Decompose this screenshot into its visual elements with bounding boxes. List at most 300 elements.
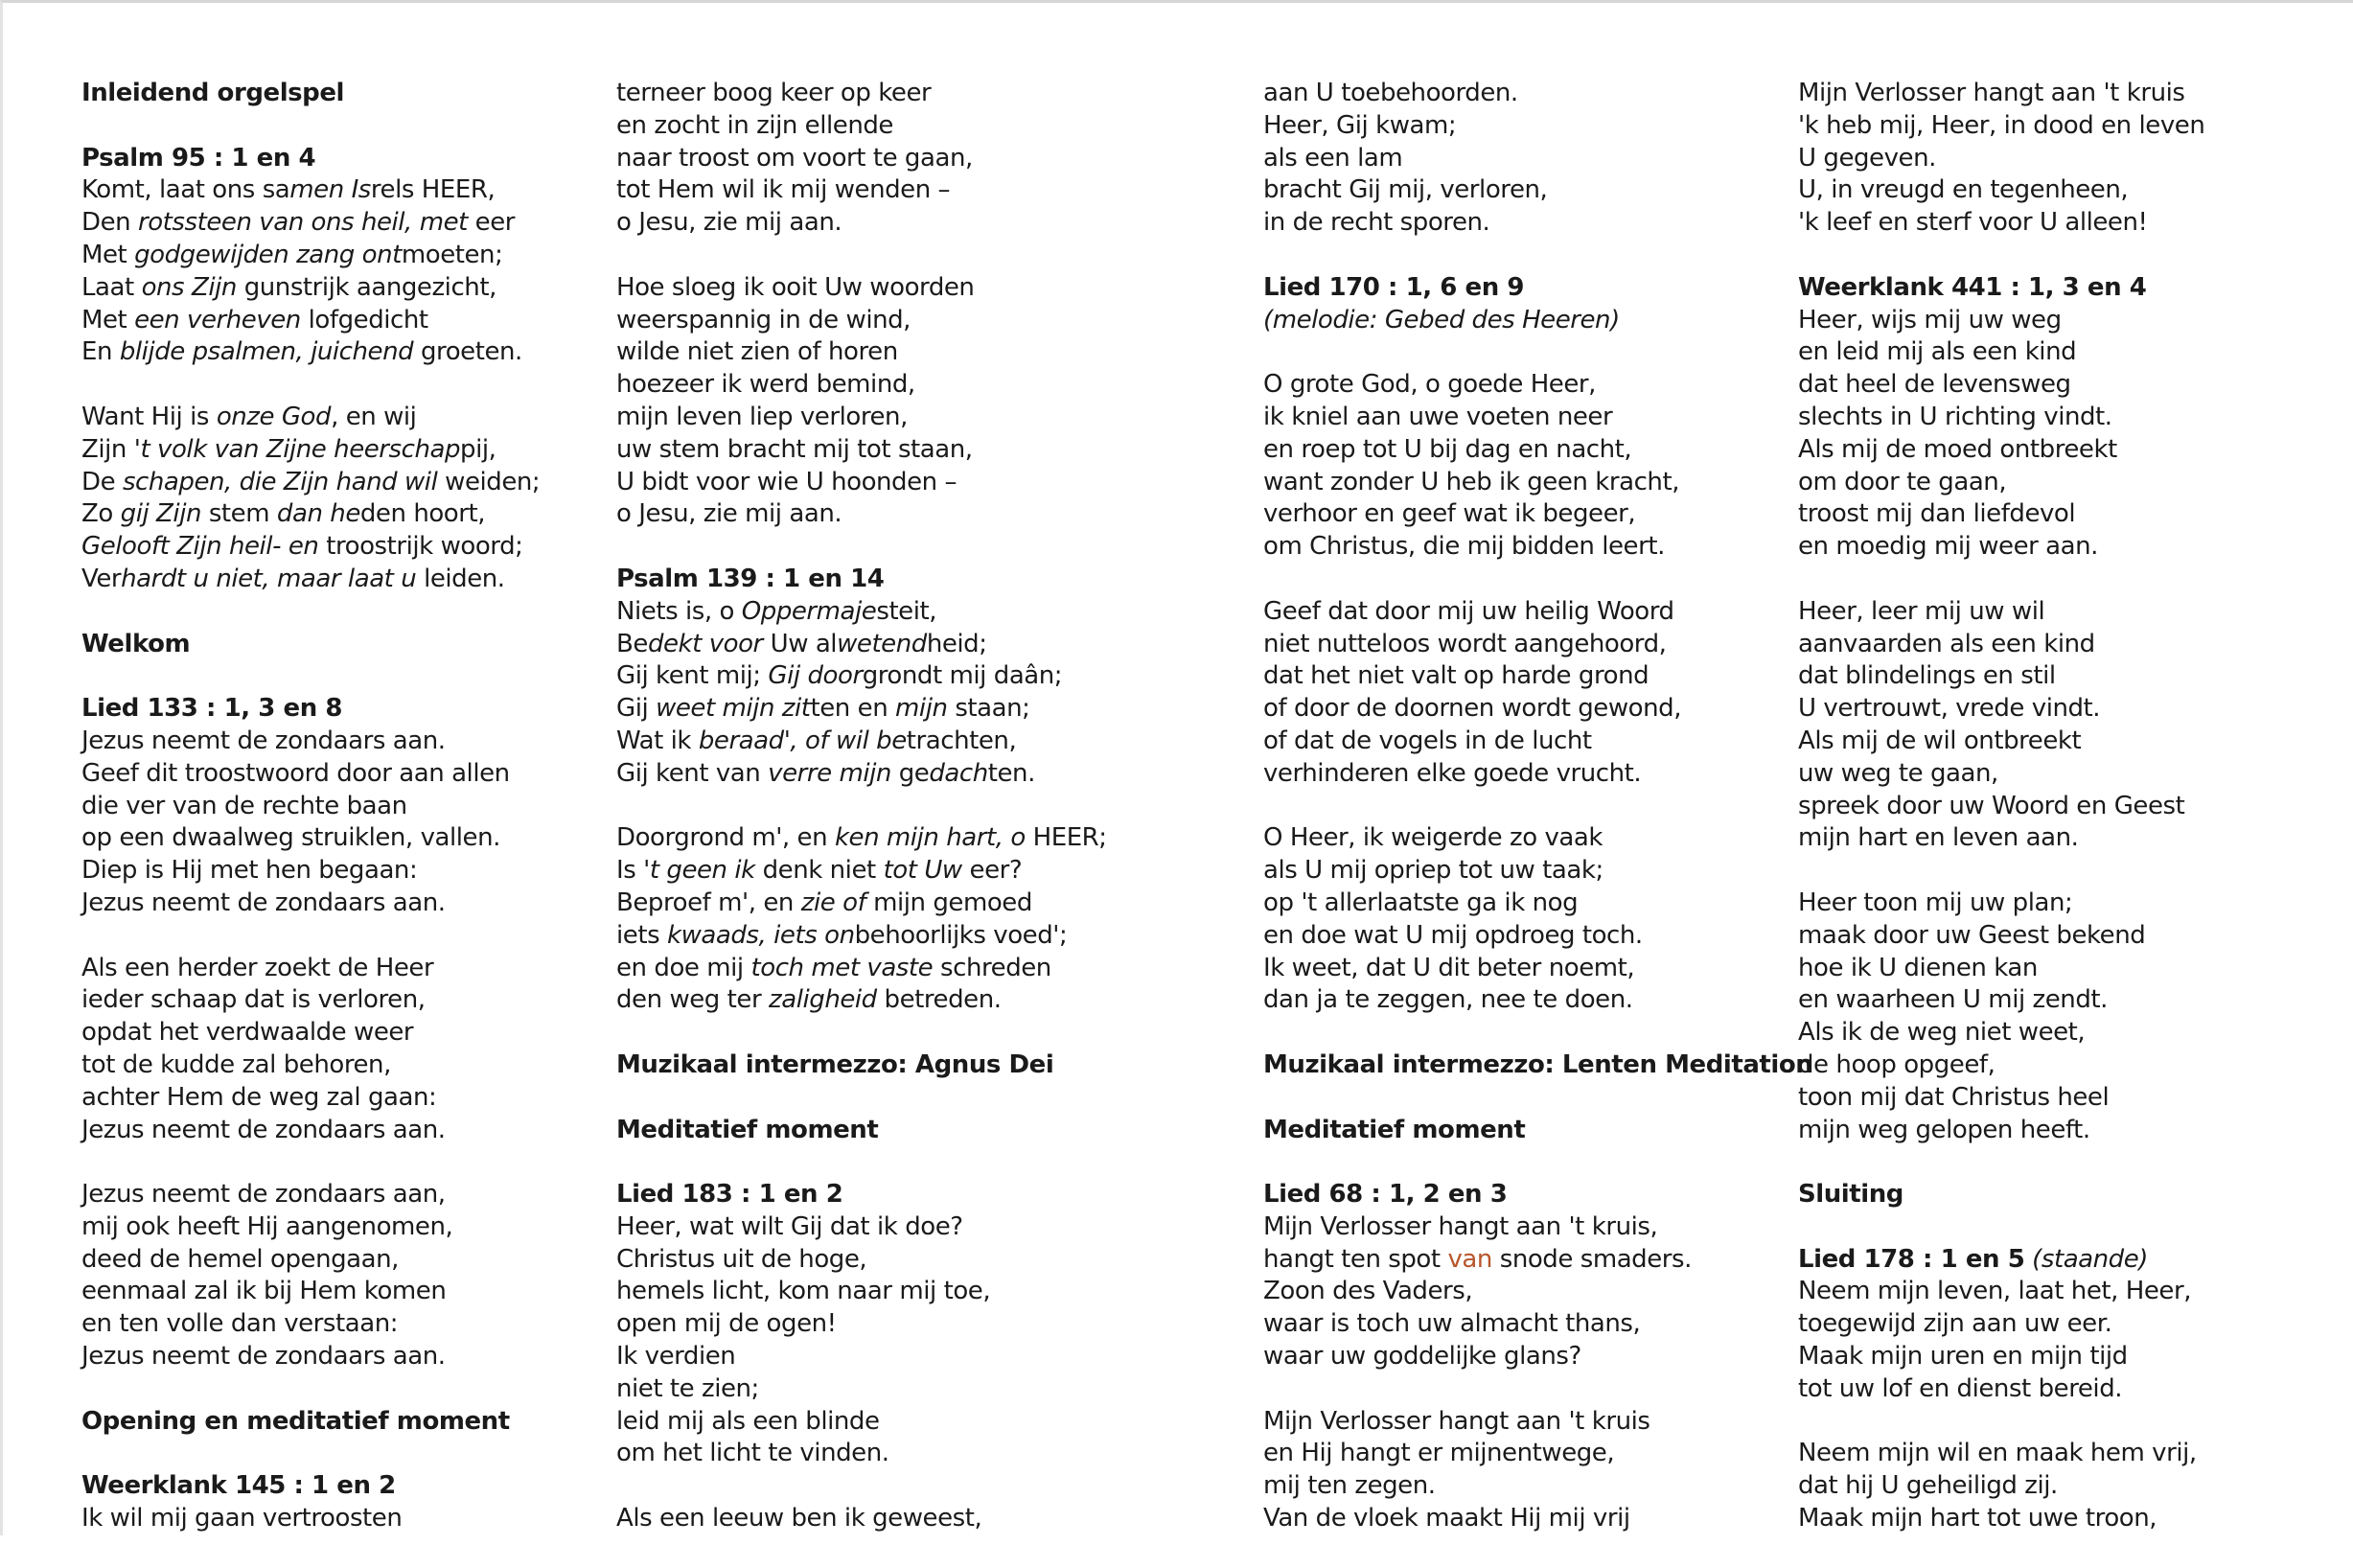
- heading-block: [616, 1049, 1107, 1082]
- lyric-line: [1798, 531, 2204, 564]
- lyric-text: Geef dit troostwoord door aan allen: [81, 758, 510, 788]
- lyric-line: [616, 1244, 1107, 1277]
- lyric-line: [1263, 1211, 1812, 1244]
- lyric-line: [1798, 920, 2204, 953]
- lyric-line: [1263, 369, 1812, 402]
- lyric-text: U vertrouwt, vrede vindt.: [1798, 694, 2101, 724]
- lyric-text: Met: [81, 305, 135, 334]
- lyric-line: [1263, 693, 1812, 726]
- lyric-line: [1798, 693, 2204, 726]
- lyric-line: [1798, 596, 2204, 629]
- lyric-line: [616, 336, 1107, 369]
- lyric-text: niet nutteloos wordt aangehoord,: [1263, 629, 1667, 658]
- song-title-text: Weerklank 145 : 1 en 2: [81, 1471, 396, 1501]
- lyric-text: spreek door uw Woord en Geest: [1798, 791, 2185, 820]
- lyric-line: [616, 467, 1107, 499]
- lyric-text: hemels licht, kom naar mij toe,: [616, 1277, 991, 1306]
- lyric-emphasis: Oppermaje: [741, 596, 877, 626]
- lyric-text: mijn weg gelopen heeft.: [1798, 1115, 2090, 1144]
- lyric-text: Als mij de wil ontbreekt: [1798, 726, 2082, 755]
- song-title: [1798, 1244, 2204, 1277]
- lyric-line: [81, 1179, 540, 1211]
- lyric-line: [81, 498, 540, 531]
- song-block: [1263, 1179, 1812, 1373]
- lyric-line: [616, 434, 1107, 467]
- lyric-line: [81, 888, 540, 920]
- lyric-text: rels HEER,: [370, 175, 496, 205]
- lyric-text: Hoe sloeg ik ooit Uw woorden: [616, 272, 975, 302]
- lyric-line: [81, 564, 540, 596]
- lyric-line: [81, 1503, 540, 1535]
- lyric-line: [616, 1438, 1107, 1470]
- lyric-line: [1263, 726, 1812, 758]
- lyric-emphasis: wetend: [837, 629, 927, 658]
- section-heading: Sluiting: [1798, 1180, 1903, 1210]
- lyric-line: [1798, 1341, 2204, 1373]
- lyric-text: bracht Gij mij, verloren,: [1263, 175, 1548, 205]
- lyric-text: terneer boog keer op keer: [616, 79, 932, 107]
- lyric-text: en moedig mij weer aan.: [1798, 532, 2098, 562]
- song-block: [1798, 1244, 2204, 1406]
- lyric-line: [1798, 402, 2204, 434]
- lyric-line: [616, 1276, 1107, 1308]
- lyric-text: en doe wat U mij opdroeg toch.: [1263, 920, 1643, 950]
- lyric-text: grondt mij daân;: [862, 661, 1063, 691]
- song-block: [81, 1470, 540, 1535]
- verse-block: [616, 78, 1107, 240]
- lyric-line: [616, 78, 1107, 110]
- lyric-line: [616, 920, 1107, 953]
- lyric-line: [1798, 78, 2204, 110]
- verse-block: [1798, 596, 2204, 855]
- lyric-text: open mij de ogen!: [616, 1309, 837, 1339]
- lyric-line: [81, 726, 540, 758]
- verse-block: [1798, 1438, 2204, 1534]
- lyric-line: [81, 1049, 540, 1082]
- lyric-text: waar is toch uw almacht thans,: [1263, 1309, 1641, 1339]
- lyric-line: [1798, 498, 2204, 531]
- lyric-text: Van de vloek maakt Hij mij vrij: [1263, 1504, 1630, 1533]
- heading-block: [81, 1406, 540, 1439]
- lyric-text: achter Hem de weg zal gaan:: [81, 1082, 437, 1112]
- lyric-emphasis: ons Zijn: [141, 272, 237, 302]
- lyric-line: [616, 1373, 1107, 1406]
- song-title: [81, 693, 540, 726]
- lyric-text: Ver: [81, 564, 122, 593]
- section-heading: Inleidend orgelspel: [81, 79, 344, 107]
- song-title-text: Psalm 95 : 1 en 4: [81, 143, 316, 173]
- lyric-text: O grote God, o goede Heer,: [1263, 370, 1596, 400]
- lyric-line: [1263, 920, 1812, 953]
- lyric-emphasis: dach: [929, 758, 988, 788]
- lyric-line: [1798, 1373, 2204, 1406]
- lyric-line: [1798, 336, 2204, 369]
- lyric-line: [1798, 791, 2204, 823]
- lyric-line: [616, 953, 1107, 985]
- lyric-text: behoorlijks: [854, 920, 986, 950]
- lyric-text: Maak mijn hart tot uwe troon,: [1798, 1504, 2157, 1533]
- lyric-text: Ik verdien: [616, 1342, 736, 1372]
- lyric-line: [1263, 984, 1812, 1017]
- lyric-line: [1263, 1341, 1812, 1373]
- song-title: [616, 1179, 1107, 1211]
- lyric-text: hoezeer ik werd bemind,: [616, 370, 915, 400]
- lyric-text: steit,: [876, 596, 937, 626]
- lyric-text: dat het niet valt op harde grond: [1263, 661, 1649, 691]
- lyric-text: denk niet: [754, 856, 884, 886]
- heading-block: [1263, 1115, 1812, 1147]
- lyric-text: Mijn Verlosser hangt aan 't kruis: [1798, 79, 2185, 107]
- lyric-line: [1263, 1470, 1812, 1503]
- lyric-text: aanvaarden als een kind: [1798, 629, 2095, 658]
- lyric-text: O Heer, ik weigerde zo vaak: [1263, 823, 1603, 853]
- lyric-emphasis: godgewijden zang ont: [134, 240, 402, 269]
- lyric-text: hangt ten spot: [1263, 1244, 1448, 1274]
- lyric-line: [81, 207, 540, 240]
- song-title-text: Lied 178 : 1 en 5: [1798, 1244, 2025, 1274]
- lyric-text: Is: [616, 856, 644, 886]
- lyric-line: [616, 726, 1107, 758]
- lyric-emphasis: hardt u niet, maar laat u: [121, 564, 417, 593]
- lyric-line: [1798, 758, 2204, 791]
- verse-block: [1798, 888, 2204, 1146]
- lyric-text: den hoort,: [359, 499, 486, 529]
- lyric-line: [81, 467, 540, 499]
- column-1: [81, 78, 540, 1568]
- section-heading: Muzikaal intermezzo: Agnus Dei: [616, 1049, 1054, 1079]
- lyric-text: Komt, laat ons sa: [81, 175, 290, 205]
- lyric-line: [81, 984, 540, 1017]
- lyric-line: [81, 791, 540, 823]
- lyric-line: [81, 855, 540, 888]
- lyric-line: [616, 1308, 1107, 1341]
- lyric-line: [81, 174, 540, 207]
- song-title-text: Lied 133 : 1, 3 en 8: [81, 694, 342, 724]
- lyric-emphasis: Gij door: [768, 661, 863, 691]
- lyric-text: deed de hemel opengaan,: [81, 1244, 399, 1274]
- lyric-text: heid;: [926, 629, 987, 658]
- lyric-text: Den: [81, 208, 138, 238]
- lyric-text: ten en: [810, 694, 896, 724]
- lyric-text: Be: [616, 629, 648, 658]
- lyric-text: Ik weet, dat U dit beter noemt,: [1263, 953, 1635, 982]
- lyric-emphasis: een verheven: [134, 305, 301, 334]
- lyric-line: [616, 305, 1107, 337]
- lyric-line: [616, 207, 1107, 240]
- lyric-text: toegewijd zijn aan uw eer.: [1798, 1309, 2112, 1339]
- song-title-text: Psalm 139 : 1 en 14: [616, 564, 885, 593]
- song-block: [81, 143, 540, 370]
- lyric-text: Jezus neemt de zondaars aan,: [81, 1180, 446, 1210]
- lyric-text: maak door uw Geest bekend: [1798, 920, 2146, 950]
- lyric-text: weiden;: [437, 467, 541, 496]
- lyric-text: Jezus neemt de zondaars aan.: [81, 1115, 446, 1144]
- lyric-line: [81, 822, 540, 855]
- lyric-text: leiden.: [416, 564, 505, 593]
- lyric-line: [1263, 596, 1812, 629]
- verse-block: [1263, 596, 1812, 791]
- lyric-line: [1263, 174, 1812, 207]
- lyric-line: [81, 1276, 540, 1308]
- verse-block: [1263, 369, 1812, 564]
- lyric-text: in de recht sporen.: [1263, 208, 1490, 238]
- lyric-text: lofgedicht: [300, 305, 428, 334]
- lyric-line: [616, 402, 1107, 434]
- section-heading: Meditatief moment: [1263, 1115, 1526, 1144]
- lyric-emphasis: dan he: [276, 499, 360, 529]
- lyric-line: [1263, 1406, 1812, 1439]
- lyric-text: die ver van de rechte baan: [81, 791, 407, 820]
- lyric-text: Doorgrond m', en: [616, 823, 835, 853]
- verse-block: [616, 272, 1107, 531]
- lyric-text: en zocht in zijn ellende: [616, 110, 893, 140]
- verse-block: [1263, 1406, 1812, 1535]
- lyric-line: [616, 984, 1107, 1017]
- lyric-text: mijn gemoed: [865, 888, 1032, 917]
- lyric-text: slechts in U richting vindt.: [1798, 402, 2112, 431]
- lyric-line: [616, 143, 1107, 175]
- lyric-text: Heer, Gij kwam;: [1263, 110, 1457, 140]
- verse-block: [81, 1179, 540, 1373]
- lyric-line: [1798, 1276, 2204, 1308]
- lyric-text: naar troost om voort te gaan,: [616, 143, 973, 173]
- lyric-text: voed';: [985, 920, 1068, 950]
- lyric-line: [1798, 888, 2204, 920]
- lyric-line: [81, 1082, 540, 1115]
- lyric-emphasis: schapen, die Zijn hand wil: [122, 467, 438, 496]
- lyric-text: ten.: [987, 758, 1035, 788]
- lyric-line: [1263, 434, 1812, 467]
- lyric-line: [1263, 1503, 1812, 1535]
- lyric-text: uw stem bracht mij tot staan,: [616, 434, 973, 464]
- lyric-emphasis: blijde psalmen, juichend: [119, 337, 414, 367]
- lyric-text: en ten volle dan verstaan:: [81, 1309, 399, 1339]
- lyric-line: [616, 174, 1107, 207]
- lyric-text: mij ook heeft Hij aangenomen,: [81, 1211, 453, 1241]
- heading-block: [616, 1115, 1107, 1147]
- lyric-text: hoe ik U dienen kan: [1798, 953, 2038, 982]
- lyric-text: tot de kudde zal behoren,: [81, 1049, 391, 1079]
- song-title: [81, 1470, 540, 1503]
- lyric-line: [1798, 434, 2204, 467]
- lyric-line: [81, 531, 540, 564]
- lyric-line: [1798, 1049, 2204, 1082]
- lyric-text: Heer toon mij uw plan;: [1798, 888, 2073, 917]
- lyric-text: verhinderen elke goede vrucht.: [1263, 758, 1642, 788]
- lyric-emphasis: beraad', of wil be: [698, 726, 907, 755]
- lyric-text: niet te zien;: [616, 1373, 759, 1403]
- heading-block: [1798, 1179, 2204, 1211]
- song-title-text: Lied 68 : 1, 2 en 3: [1263, 1180, 1508, 1210]
- lyric-line: [1263, 143, 1812, 175]
- song-title-text: Lied 170 : 1, 6 en 9: [1263, 272, 1524, 302]
- lyric-line: [1263, 1308, 1812, 1341]
- lyric-text: Laat: [81, 272, 142, 302]
- song-block: [1263, 272, 1812, 337]
- column-2: [616, 78, 1107, 1568]
- section-heading: Welkom: [81, 629, 191, 658]
- lyric-emphasis: 't volk van Zijne heerschap: [133, 434, 461, 464]
- lyric-line: [81, 953, 540, 985]
- lyric-line: [81, 272, 540, 305]
- lyric-line: [616, 110, 1107, 143]
- lyric-line: [1798, 305, 2204, 337]
- lyric-text: Beproef m', en: [616, 888, 801, 917]
- lyric-line: [1798, 174, 2204, 207]
- column-4: [1798, 78, 2204, 1568]
- lyric-text: Ik wil mij gaan vertroosten: [81, 1504, 403, 1533]
- lyric-emphasis: onze God: [216, 402, 332, 431]
- lyric-line: [616, 822, 1107, 855]
- lyric-line: [81, 336, 540, 369]
- lyric-text: Uw al: [762, 629, 838, 658]
- lyric-text: tot uw lof en dienst bereid.: [1798, 1373, 2123, 1403]
- lyric-text: Maak mijn uren en mijn tijd: [1798, 1342, 2128, 1372]
- lyric-text: Als een herder zoekt de Heer: [81, 953, 434, 982]
- lyric-text: schreden: [933, 953, 1051, 982]
- lyric-line: [1263, 953, 1812, 985]
- lyric-line: [1798, 1082, 2204, 1115]
- lyric-text: de hoop opgeef,: [1798, 1049, 1995, 1079]
- song-block: [616, 564, 1107, 791]
- lyric-text: Gij kent mij;: [616, 661, 769, 691]
- song-title: [616, 564, 1107, 596]
- lyric-text: U gegeven.: [1798, 143, 1936, 173]
- lyric-text: Geef dat door mij uw heilig Woord: [1263, 596, 1674, 626]
- song-title-text: Weerklank 441 : 1, 3 en 4: [1798, 272, 2147, 302]
- lyric-line: [1798, 467, 2204, 499]
- lyric-text: om Christus, die mij bidden leert.: [1263, 532, 1665, 562]
- lyric-line: [81, 758, 540, 791]
- lyric-line: [1798, 207, 2204, 240]
- lyric-line: [81, 1308, 540, 1341]
- lyric-line: [81, 434, 540, 467]
- lyric-text: Heer, wijs mij uw weg: [1798, 305, 2062, 334]
- lyric-line: [616, 498, 1107, 531]
- lyric-line: [616, 272, 1107, 305]
- song-title: [81, 143, 540, 175]
- lyric-emphasis: verre mijn: [768, 758, 891, 788]
- lyric-text: Als een leeuw ben ik geweest,: [616, 1504, 982, 1533]
- lyric-text: troostrijk woord;: [318, 532, 523, 562]
- lyric-line: [1263, 855, 1812, 888]
- song-block: [616, 1179, 1107, 1470]
- lyric-text: trachten,: [906, 726, 1017, 755]
- lyric-text: Heer, leer mij uw wil: [1798, 596, 2045, 626]
- lyric-text: gunstrijk aangezicht,: [236, 272, 496, 302]
- section-heading: Meditatief moment: [616, 1115, 879, 1144]
- lyric-text: Diep is Hij met hen begaan:: [81, 856, 418, 886]
- lyric-text: aan U toebehoorden.: [1263, 79, 1518, 107]
- lyric-text: eer: [467, 208, 516, 238]
- lyric-line: [616, 629, 1107, 661]
- lyric-line: [1798, 660, 2204, 693]
- lyric-line: [1798, 110, 2204, 143]
- lyric-line: [1798, 1438, 2204, 1470]
- lyric-emphasis: tot Uw: [883, 856, 962, 886]
- lyric-text: Neem mijn leven, laat het, Heer,: [1798, 1277, 2192, 1306]
- lyric-text: HEER;: [1025, 823, 1107, 853]
- lyric-text: stem: [201, 499, 277, 529]
- lyric-line: [1263, 78, 1812, 110]
- lyric-text: pij,: [460, 434, 496, 464]
- lyric-line: [616, 1406, 1107, 1439]
- lyric-text: moeten;: [401, 240, 503, 269]
- lyric-text: verhoor en geef wat ik begeer,: [1263, 499, 1636, 529]
- lyric-line: [1798, 1115, 2204, 1147]
- lyric-text: den weg ter: [616, 985, 770, 1015]
- lyric-line: [1798, 953, 2204, 985]
- lyric-text: o Jesu, zie mij aan.: [616, 208, 842, 238]
- lyric-text: en Hij hangt er mijnentwege,: [1263, 1439, 1615, 1468]
- lyric-text: dat blindelings en stil: [1798, 661, 2056, 691]
- song-title-note: (staande): [2024, 1244, 2148, 1274]
- lyric-line: [1263, 629, 1812, 661]
- column-3: [1263, 78, 1812, 1568]
- lyric-text: want zonder U heb ik geen kracht,: [1263, 467, 1680, 496]
- lyric-text: Wat ik: [616, 726, 699, 755]
- lyric-line: [1263, 1276, 1812, 1308]
- lyric-line: [1798, 1470, 2204, 1503]
- lyric-text: Zo: [81, 499, 121, 529]
- lyric-text: uw weg te gaan,: [1798, 758, 1998, 788]
- lyric-text: ge: [890, 758, 930, 788]
- lyric-emphasis: weet mijn zit: [656, 694, 811, 724]
- lyric-text: als U mij opriep tot uw taak;: [1263, 856, 1603, 886]
- verse-block: [81, 402, 540, 596]
- song-title: [1263, 272, 1812, 305]
- lyric-text: tot Hem wil ik mij wenden –: [616, 175, 951, 205]
- lyric-line: [1263, 888, 1812, 920]
- lyric-text: waar uw goddelijke glans?: [1263, 1342, 1581, 1372]
- lyric-text: Zoon des Vaders,: [1263, 1277, 1473, 1306]
- lyric-line: [1798, 629, 2204, 661]
- lyric-emphasis: zaligheid: [769, 985, 877, 1015]
- lyric-text: dan ja te zeggen, nee te doen.: [1263, 985, 1633, 1015]
- lyric-text: Want Hij is: [81, 402, 217, 431]
- section-heading: Muzikaal intermezzo: Lenten Meditation: [1263, 1049, 1813, 1079]
- lyric-text: groeten.: [413, 337, 522, 367]
- lyric-text: betreden.: [876, 985, 1002, 1015]
- lyric-text: snode smaders.: [1491, 1244, 1692, 1274]
- lyric-line: [616, 693, 1107, 726]
- lyric-text: toon mij dat Christus heel: [1798, 1082, 2110, 1112]
- lyric-text: Neem mijn wil en maak hem vrij,: [1798, 1439, 2197, 1468]
- lyric-line: [81, 240, 540, 272]
- song-title-text: Lied 183 : 1 en 2: [616, 1180, 843, 1210]
- lyric-emphasis: mijn: [895, 694, 948, 724]
- lyric-text: Gij: [616, 694, 657, 724]
- verse-block: [1263, 78, 1812, 240]
- lyric-text: op een dwaalweg struiklen, vallen.: [81, 823, 500, 853]
- lyric-line: [1798, 1308, 2204, 1341]
- lyric-text: Jezus neemt de zondaars aan.: [81, 1342, 446, 1372]
- lyric-emphasis: rotssteen van ons heil, met: [137, 208, 468, 238]
- lyric-line: [1798, 143, 2204, 175]
- lyric-line: [1798, 822, 2204, 855]
- lyric-text: Met: [81, 240, 135, 269]
- lyric-line: [616, 660, 1107, 693]
- lyric-line: [616, 1211, 1107, 1244]
- lyric-line: [1263, 1244, 1812, 1277]
- lyric-line: [81, 1211, 540, 1244]
- heading-block: [81, 629, 540, 661]
- lyric-text: om door te gaan,: [1798, 467, 2007, 496]
- lyric-text: of dat de vogels in de lucht: [1263, 726, 1592, 755]
- lyric-text: opdat het verdwaalde weer: [81, 1018, 414, 1048]
- verse-block: [1263, 822, 1812, 1017]
- lyric-text: U bidt voor wie U hoonden –: [616, 467, 957, 496]
